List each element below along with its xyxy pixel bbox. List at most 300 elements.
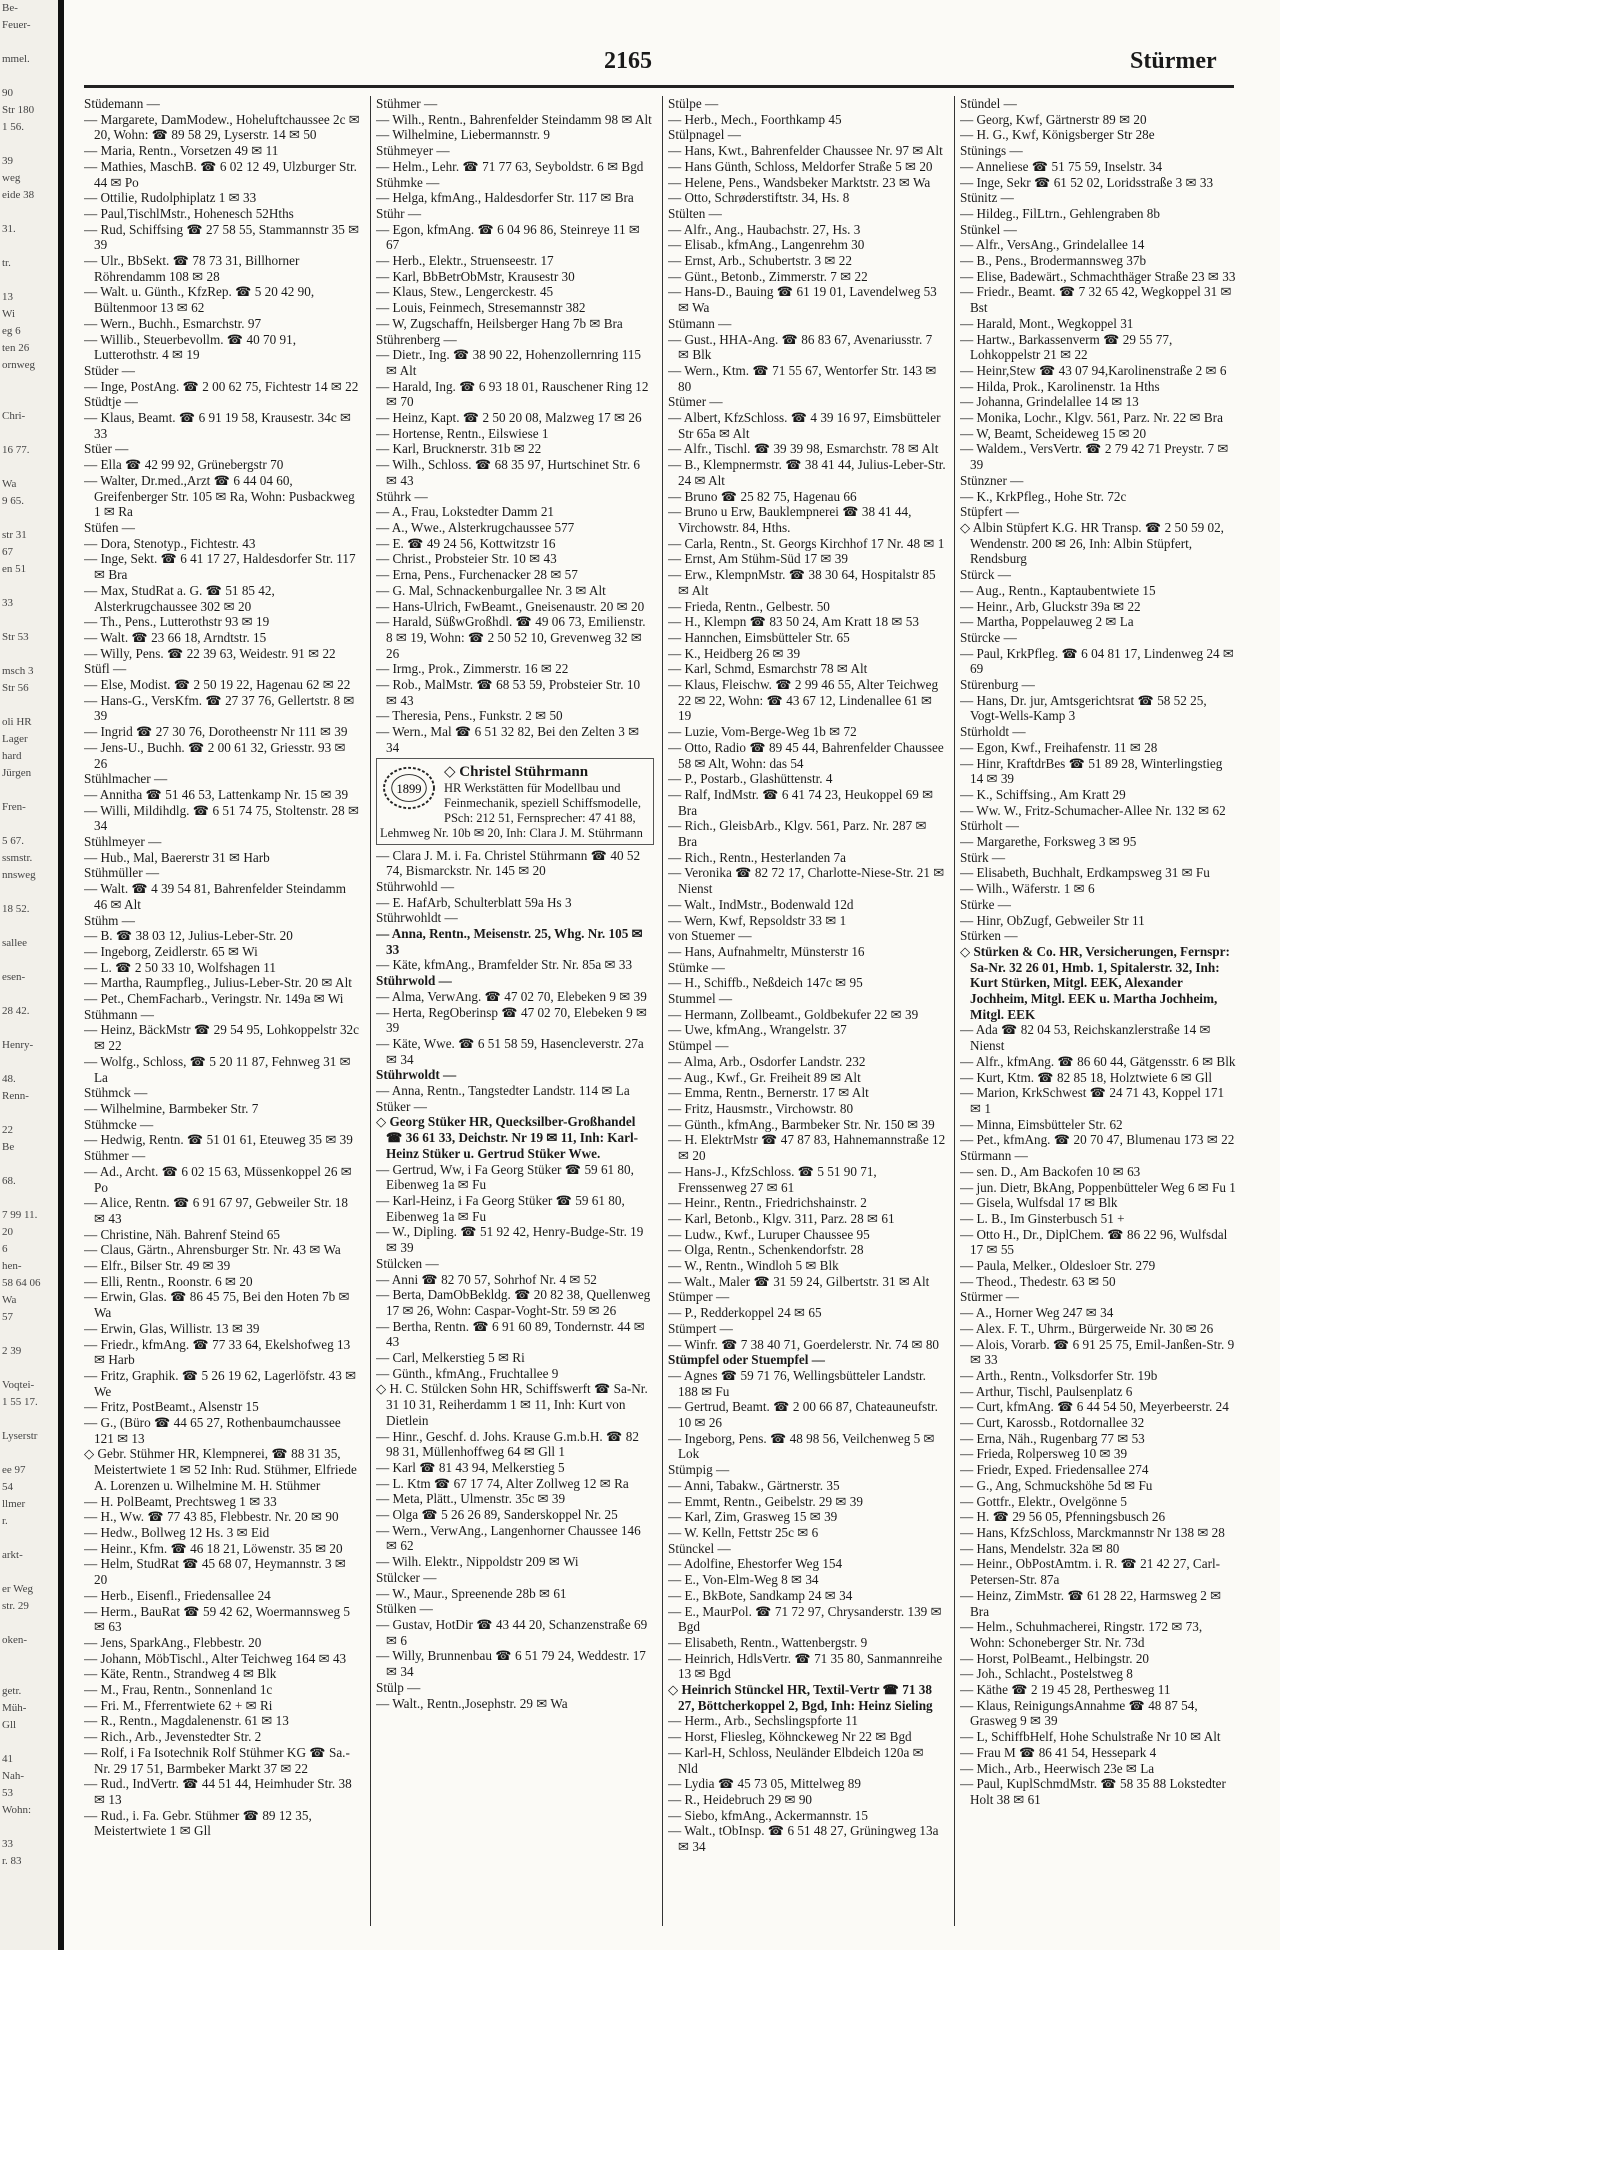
directory-entry: — Frieda, Rolpersweg 10 ✉ 39 <box>960 1446 1128 1462</box>
margin-fragment: Str 56 <box>2 682 29 694</box>
margin-fragment: er Weg <box>2 1583 33 1595</box>
margin-fragment <box>0 1564 58 1581</box>
directory-entry: — Frau M ☎ 86 41 54, Hessepark 4 <box>960 1744 1157 1760</box>
margin-fragment: Renn- <box>2 1090 29 1102</box>
wreath-emblem-icon <box>380 764 438 812</box>
directory-entry: — Waldem., VersVertr. ☎ 2 79 42 71 Preystr. 7 ✉ 39 <box>960 441 1229 473</box>
surname-heading: Stündel — <box>960 96 1017 111</box>
directory-entry: — Meta, Plätt., Ulmenstr. 35c ✉ 39 <box>376 1491 566 1507</box>
directory-entry: — Ingrid ☎ 27 30 76, Dorotheenstr Nr 111 ✉ 39 <box>84 724 348 740</box>
margin-fragment <box>0 1530 58 1547</box>
directory-entry: — Karl, BbBetrObMstr, Krausestr 30 <box>376 268 575 284</box>
directory-entry: — Dora, Stenotyp., Fichtestr. 43 <box>84 535 256 551</box>
margin-fragment: 33 <box>2 597 13 609</box>
directory-entry: — Bertha, Rentn. ☎ 6 91 60 89, Tondernstr. 44 ✉ 43 <box>376 1318 645 1350</box>
directory-entry: — Alfr., VersAng., Grindelallee 14 <box>960 237 1145 253</box>
margin-fragment <box>0 986 58 1003</box>
surname-heading: Stünckel — <box>668 1540 731 1556</box>
directory-entry: — Helga, kfmAng., Haldesdorfer Str. 117 ✉ Bra <box>376 190 634 206</box>
directory-entry: — Paul, KrkPfleg. ☎ 6 04 81 17, Lindenweg 24 ✉ 69 <box>960 645 1234 677</box>
directory-entry: — G., Ang, Schmuckshöhe 5d ✉ Fu <box>960 1477 1153 1493</box>
directory-entry: — Berta, DamObBekldg. ☎ 20 82 38, Quellenweg 17 ✉ 26, Wohn: Caspar-Voght-Str. 59 ✉ 26 <box>376 1287 651 1318</box>
directory-entry: — Inge, Sekt. ☎ 6 41 17 27, Haldesdorfer Str. 117 ✉ Bra <box>84 551 356 583</box>
directory-entry: — E., MaurPol. ☎ 71 72 97, Chrysanderstr. 139 ✉ Bgd <box>668 1603 942 1635</box>
directory-entry: — Jens-U., Buchh. ☎ 2 00 61 32, Griesstr. 93 ✉ 26 <box>84 739 346 771</box>
directory-entry: — Elisabeth, Buchhalt, Erdkampsweg 31 ✉ Fu <box>960 865 1210 881</box>
directory-entry: — Ernst, Am Stühm-Süd 17 ✉ 39 <box>668 551 848 567</box>
margin-fragment: Wa <box>2 1294 17 1306</box>
directory-entry: — Monika, Lochr., Klgv. 561, Parz. Nr. 22 ✉ Bra <box>960 410 1223 426</box>
directory-entry: ◇ Gebr. Stühmer HR, Klempnerei, ☎ 88 31 35, Meistertwiete 1 ✉ 52 Inh: Rud. Stühmer, Elfriede A. Lorenzen u. Wilhelmine M. H. Stühmer <box>84 1446 357 1493</box>
directory-entry: — Hans, Mendelstr. 32a ✉ 80 <box>960 1540 1120 1556</box>
directory-entry: — H. ElektrMstr ☎ 47 87 83, Hahnemannstraße 12 ✉ 20 <box>668 1132 946 1164</box>
directory-entry: — Horst, PolBeamt., Helbingstr. 20 <box>960 1650 1150 1666</box>
directory-entry: — E., Von-Elm-Weg 8 ✉ 34 <box>668 1572 819 1588</box>
directory-entry: — Theod., Thedestr. 63 ✉ 50 <box>960 1273 1116 1289</box>
margin-fragment: 48. <box>2 1073 16 1085</box>
directory-entry: — Annitha ☎ 51 46 53, Lattenkamp Nr. 15 ✉ 39 <box>84 786 349 802</box>
directory-entry: — Paul, KuplSchmdMstr. ☎ 58 35 88 Lokstedter Holt 38 ✉ 61 <box>960 1776 1226 1807</box>
margin-fragment: 67 <box>2 546 13 558</box>
directory-entry: — W., Maur., Spreenende 28b ✉ 61 <box>376 1585 567 1601</box>
directory-entry: — Rolf, i Fa Isotechnik Rolf Stühmer KG ☎ Sa.-Nr. 29 17 51, Barmbeker Markt 37 ✉ 22 <box>84 1744 350 1776</box>
margin-fragment <box>0 136 58 153</box>
directory-entry: — Kurt, Ktm. ☎ 82 85 18, Holztwiete 6 ✉ Gll <box>960 1069 1213 1085</box>
surname-heading: Stülp — <box>376 1679 421 1695</box>
surname-heading: Stürmer — <box>960 1289 1019 1305</box>
margin-fragment <box>0 1615 58 1632</box>
surname-heading: Stühlmacher — <box>84 771 168 787</box>
directory-entry: — Hans, Dr. jur, Amtsgerichtsrat ☎ 58 52 25, Vogt-Wells-Kamp 3 <box>960 692 1207 724</box>
directory-entry: — Walt., tObInsp. ☎ 6 51 48 27, Grüningweg 13a ✉ 34 <box>668 1823 939 1855</box>
directory-entry: — Louis, Feinmech, Stresemannstr 382 <box>376 300 586 316</box>
surname-heading: Stühmüller — <box>84 865 160 881</box>
directory-entry: — Günt., Betonb., Zimmerstr. 7 ✉ 22 <box>668 268 868 284</box>
directory-entry: ◇ H. C. Stülcken Sohn HR, Schiffswerft ☎ Sa-Nr. 31 10 31, Reiherdamm 1 ✉ 11, Inh: Kurt von Dietlein <box>376 1381 648 1428</box>
directory-entry: — Curt, Karossb., Rotdornallee 32 <box>960 1415 1145 1431</box>
margin-fragment: sallee <box>2 937 28 949</box>
scan-background <box>1280 0 1600 1950</box>
surname-heading: Stürken — <box>960 928 1018 944</box>
surname-heading: Stühmeyer — <box>376 143 450 159</box>
margin-fragment: 90 <box>2 87 13 99</box>
directory-entry: — W, Beamt, Scheideweg 15 ✉ 20 <box>960 425 1147 441</box>
column-divider <box>370 96 371 1926</box>
directory-entry: — Aug., Kwf., Gr. Freiheit 89 ✉ Alt <box>668 1069 861 1085</box>
margin-fragment: Str 53 <box>2 631 29 643</box>
margin-fragment <box>0 374 58 391</box>
directory-entry: — Wilhelmine, Liebermannstr. 9 <box>376 127 550 143</box>
margin-fragment <box>0 1360 58 1377</box>
directory-entry: — Elfr., Bilser Str. 49 ✉ 39 <box>84 1258 231 1274</box>
directory-entry: — Günth., kfmAng., Fruchtallee 9 <box>376 1365 559 1381</box>
margin-fragment: msch 3 <box>2 665 34 677</box>
directory-entry: — L, SchiffbHelf, Hohe Schulstraße Nr 10 ✉ Alt <box>960 1729 1221 1745</box>
margin-fragment: Henry- <box>2 1039 34 1051</box>
margin-fragment <box>0 952 58 969</box>
directory-entry: — Ludw., Kwf., Luruper Chaussee 95 <box>668 1226 870 1242</box>
margin-fragment: 2 39 <box>2 1345 22 1357</box>
directory-entry: — Hildeg., FilLtrn., Gehlengraben 8b <box>960 205 1160 221</box>
margin-fragment <box>0 612 58 629</box>
directory-entry: — Hinr, ObZugf, Gebweiler Str 11 <box>960 912 1145 928</box>
directory-entry: — Inge, PostAng. ☎ 2 00 62 75, Fichtestr 14 ✉ 22 <box>84 378 359 394</box>
directory-entry: — W. Kelln, Fettstr 25c ✉ 6 <box>668 1524 819 1540</box>
surname-heading: Stühmcke — <box>84 1116 154 1132</box>
margin-fragment: 6 <box>2 1243 8 1255</box>
margin-fragment: 5 67. <box>2 835 24 847</box>
margin-fragment <box>0 1156 58 1173</box>
surname-heading: Stührenberg — <box>376 331 457 347</box>
margin-fragment <box>0 238 58 255</box>
margin-fragment: Feuer- <box>2 19 31 31</box>
directory-entry: — Walt., Rentn.,Josephstr. 29 ✉ Wa <box>376 1695 568 1711</box>
margin-fragment: Müh- <box>2 1702 27 1714</box>
margin-fragment: Chri- <box>2 410 26 422</box>
margin-fragment: esen- <box>2 971 26 983</box>
surname-heading: Stümke — <box>668 959 725 975</box>
margin-fragment <box>0 1819 58 1836</box>
margin-fragment: 57 <box>2 1311 13 1323</box>
surname-heading: Stürck — <box>960 567 1011 583</box>
margin-fragment: 31. <box>2 223 16 235</box>
directory-entry: — Otto, Radio ☎ 89 45 44, Bahrenfelder Chaussee 58 ✉ Alt, Wohn: das 54 <box>668 739 944 771</box>
directory-entry: — Winfr. ☎ 7 38 40 71, Goerdelerstr. Nr. 74 ✉ 80 <box>668 1336 940 1352</box>
surname-heading: Stüfen — <box>84 519 135 535</box>
directory-entry: — Hub., Mal, Baererstr 31 ✉ Harb <box>84 849 270 865</box>
directory-entry: — Elli, Rentn., Roonstr. 6 ✉ 20 <box>84 1273 253 1289</box>
margin-fragment <box>0 1649 58 1666</box>
directory-entry: — H., Ww. ☎ 77 43 85, Flebbestr. Nr. 20 ✉ 90 <box>84 1509 339 1525</box>
margin-fragment: Lyserstr <box>2 1430 38 1442</box>
running-head: Stürmer <box>1130 48 1217 74</box>
directory-entry: — Friedr., kfmAng. ☎ 77 33 64, Ekelshofweg 13 ✉ Harb <box>84 1336 351 1368</box>
directory-entry: — Otto, Schrøderstiftstr. 34, Hs. 8 <box>668 190 850 206</box>
surname-heading: Stümpel — <box>668 1038 729 1054</box>
margin-fragment <box>0 1190 58 1207</box>
directory-entry: — Aug., Rentn., Kaptaubentwiete 15 <box>960 582 1156 598</box>
directory-entry: — Friedr, Exped. Friedensallee 274 <box>960 1462 1149 1478</box>
surname-heading: Stülken — <box>376 1601 433 1617</box>
directory-entry: — Clara J. M. i. Fa. Christel Stührmann ☎ 40 52 74, Bismarckstr. Nr. 145 ✉ 20 <box>376 847 641 879</box>
directory-entry: — Wolfg., Schloss, ☎ 5 20 11 87, Fehnweg 31 ✉ La <box>84 1053 351 1085</box>
directory-entry: — A., Frau, Lokstedter Damm 21 <box>376 504 555 520</box>
directory-entry: — B. ☎ 38 03 12, Julius-Leber-Str. 20 <box>84 928 293 944</box>
surname-heading: Stührwold — <box>376 973 452 989</box>
surname-heading: Stühmer — <box>376 96 438 111</box>
directory-entry: — Helene, Pens., Wandsbeker Marktstr. 23 ✉ Wa <box>668 174 931 190</box>
directory-entry: — Christ., Probsteier Str. 10 ✉ 43 <box>376 551 557 567</box>
surname-heading: Stürke — <box>960 896 1011 912</box>
directory-entry: — Fritz, Graphik. ☎ 5 26 19 62, Lagerlöfstr. 43 ✉ We <box>84 1367 357 1399</box>
directory-entry: — Th., Pens., Lutterothstr 93 ✉ 19 <box>84 614 270 630</box>
margin-fragment <box>0 1020 58 1037</box>
margin-fragment <box>0 697 58 714</box>
directory-entry: — Karl, Zim, Grasweg 15 ✉ 39 <box>668 1509 838 1525</box>
directory-entry: — Hans, Aufnahmeltr, Münsterstr 16 <box>668 943 865 959</box>
margin-fragment <box>0 425 58 442</box>
margin-fragment <box>0 1105 58 1122</box>
directory-entry: — K., KrkPfleg., Hohe Str. 72c <box>960 488 1127 504</box>
directory-entry: — L. ☎ 2 50 33 10, Wolfshagen 11 <box>84 959 276 975</box>
margin-fragment: ten 26 <box>2 342 30 354</box>
directory-entry: ◇ Georg Stüker HR, Quecksilber-Großhandel ☎ 36 61 33, Deichstr. Nr 19 ✉ 11, Inh: Karl-Heinz Stüker u. Gertrud Stüker Wwe. <box>376 1114 639 1161</box>
directory-entry: — Egon, kfmAng. ☎ 6 04 96 86, Steinreye 11 ✉ 67 <box>376 221 640 253</box>
margin-fragment: eg 6 <box>2 325 21 337</box>
directory-entry: — Marion, KrkSchwest ☎ 24 71 43, Koppel 171 ✉ 1 <box>960 1085 1225 1116</box>
surname-heading: Stüdemann — <box>84 96 160 111</box>
directory-entry: — Heinr., Kfm. ☎ 46 18 21, Löwenstr. 35 ✉ 20 <box>84 1540 343 1556</box>
directory-entry: — Alma, Arb., Osdorfer Landstr. 232 <box>668 1053 866 1069</box>
directory-entry: — Wilhelmine, Barmbeker Str. 7 <box>84 1101 259 1116</box>
directory-entry: — Wilh., Rentn., Bahrenfelder Steindamm 98 ✉ Alt <box>376 111 652 127</box>
margin-fragment: r. 83 <box>2 1855 22 1867</box>
directory-entry: — Claus, Gärtn., Ahrensburger Str. Nr. 43 ✉ Wa <box>84 1242 341 1258</box>
margin-fragment: ornweg <box>2 359 35 371</box>
margin-fragment: 18 52. <box>2 903 30 915</box>
surname-heading: Stührwohldt — <box>376 910 458 926</box>
column-3 <box>668 96 946 1926</box>
margin-fragment <box>0 578 58 595</box>
directory-entry: — Anna, Rentn., Meisenstr. 25, Whg. Nr. 105 ✉ 33 <box>376 926 643 957</box>
directory-entry: — Otto H., Dr., DiplChem. ☎ 86 22 96, Wulfsdal 17 ✉ 55 <box>960 1226 1228 1258</box>
directory-entry: — jun. Dietr, BkAng, Poppenbütteler Weg 6 ✉ Fu 1 <box>960 1179 1236 1195</box>
directory-entry: — Erna, Pens., Furchenacker 28 ✉ 57 <box>376 567 578 583</box>
surname-heading: Stümann — <box>668 315 732 331</box>
directory-entry: — Gust., HHA-Ang. ☎ 86 83 67, Avenariusstr. 7 ✉ Blk <box>668 331 933 363</box>
directory-entry: — Rich., GleisbArb., Klgv. 561, Parz. Nr. 287 ✉ Bra <box>668 818 927 850</box>
directory-entry: — B., Pens., Brodermannsweg 37b <box>960 253 1147 269</box>
directory-entry: — Adolfine, Ehestorfer Weg 154 <box>668 1556 843 1572</box>
directory-entry: — Ernst, Arb., Schubertstr. 3 ✉ 22 <box>668 253 852 269</box>
directory-entry: — Hans-G., VersKfm. ☎ 27 37 76, Gellertstr. 8 ✉ 39 <box>84 692 355 724</box>
directory-entry: — Dietr., Ing. ☎ 38 90 22, Hohenzollernring 115 ✉ Alt <box>376 347 641 378</box>
directory-entry: — H., Klempn ☎ 83 50 24, Am Kratt 18 ✉ 53 <box>668 614 919 630</box>
surname-heading: Stülten — <box>668 205 722 221</box>
surname-heading: Stümer — <box>668 394 723 410</box>
margin-fragment: Voqtei- <box>2 1379 35 1391</box>
directory-entry: — Paula, Melker., Oldesloer Str. 279 <box>960 1258 1156 1274</box>
directory-entry: — Irmg., Prok., Zimmerstr. 16 ✉ 22 <box>376 661 569 677</box>
firm-name: ◇ Christel Stührmann <box>444 763 589 780</box>
directory-entry: — Gertrud, Ww, i Fa Georg Stüker ☎ 59 61 80, Eibenweg 1a ✉ Fu <box>376 1161 634 1193</box>
directory-entry: — Hans Günth, Schloss, Meldorfer Straße 5 ✉ 20 <box>668 158 933 174</box>
directory-entry: — Anni ☎ 82 70 57, Sohrhof Nr. 4 ✉ 52 <box>376 1271 597 1287</box>
directory-entry: — Käthe ☎ 2 19 45 28, Perthesweg 11 <box>960 1682 1171 1698</box>
directory-entry: — Uwe, kfmAng., Wrangelstr. 37 <box>668 1022 847 1038</box>
directory-entry: — Walt. u. Günth., KfzRep. ☎ 5 20 42 90, Bültenmoor 13 ✉ 62 <box>84 284 315 316</box>
directory-entry: — Erwin, Glas, Willistr. 13 ✉ 39 <box>84 1320 260 1336</box>
directory-entry: — Ulr., BbSekt. ☎ 78 73 31, Billhorner Röhrendamm 108 ✉ 28 <box>84 253 300 284</box>
directory-entry: — Herb., Eisenfl., Friedensallee 24 <box>84 1587 271 1603</box>
directory-entry: — Siebo, kfmAng., Ackermannstr. 15 <box>668 1807 868 1823</box>
directory-entry: — Hans-D., Bauing ☎ 61 19 01, Lavendelweg 53 ✉ Wa <box>668 284 937 316</box>
margin-fragment: 9 65. <box>2 495 24 507</box>
margin-fragment: 20 <box>2 1226 13 1238</box>
directory-entry: — Walt. ☎ 4 39 54 81, Bahrenfelder Steindamm 46 ✉ Alt <box>84 881 346 912</box>
directory-entry: — Hedw., Bollweg 12 Hs. 3 ✉ Eid <box>84 1524 270 1540</box>
surname-heading: Stührwoldt — <box>376 1067 457 1083</box>
surname-heading: Stürmann — <box>960 1148 1028 1164</box>
margin-fragment: 54 <box>2 1481 13 1493</box>
directory-entry: — Karl ☎ 81 43 94, Melkerstieg 5 <box>376 1459 565 1475</box>
directory-entry: — Karl-Heinz, i Fa Georg Stüker ☎ 59 61 80, Eibenweg 1a ✉ Fu <box>376 1193 625 1224</box>
directory-entry: — Joh., Schlacht., Postelstweg 8 <box>960 1666 1133 1682</box>
surname-heading: Stühm — <box>84 912 135 928</box>
directory-entry: — Alois, Vorarb. ☎ 6 91 25 75, Emil-Janßen-Str. 9 ✉ 33 <box>960 1336 1235 1368</box>
surname-heading: Stüdtje — <box>84 394 138 410</box>
directory-entry: — Johanna, Grindelallee 14 ✉ 13 <box>960 394 1139 410</box>
directory-entry: — Ada ☎ 82 04 53, Reichskanzlerstraße 14 ✉ Nienst <box>960 1022 1211 1054</box>
margin-fragment: oli HR <box>2 716 32 728</box>
margin-fragment: eide 38 <box>2 189 35 201</box>
directory-entry: — Arthur, Tischl, Paulsenplatz 6 <box>960 1383 1133 1399</box>
directory-entry: — A., Horner Weg 247 ✉ 34 <box>960 1305 1114 1321</box>
directory-entry: — K., Heidberg 26 ✉ 39 <box>668 645 801 661</box>
directory-entry: — Herm., Arb., Sechslingspforte 11 <box>668 1713 858 1729</box>
margin-fragment: 33 <box>2 1838 13 1850</box>
surname-heading: Stühmann — <box>84 1006 154 1022</box>
directory-entry: — Rud., IndVertr. ☎ 44 51 44, Heimhuder Str. 38 ✉ 13 <box>84 1776 352 1807</box>
margin-fragment: llmer <box>2 1498 26 1510</box>
margin-fragment <box>0 459 58 476</box>
directory-entry: — Minna, Eimsbütteler Str. 62 <box>960 1116 1123 1132</box>
firm-description: HR Werkstätten für Modellbau und Feinmechanik, speziell Schiffsmodelle, PSch: 212 51, Fernsprecher: 47 41 88, Lehmweg Nr. 10b ✉ 20, Inh: Clara J. M. Stührmann <box>380 780 643 840</box>
surname-heading: Stummel — <box>668 991 733 1007</box>
margin-fragment <box>0 1666 58 1683</box>
directory-entry: — Anni, Tabakw., Gärtnerstr. 35 <box>668 1477 840 1493</box>
directory-entry: — Heinz, BäckMstr ☎ 29 54 95, Lohkoppelstr 32c ✉ 22 <box>84 1022 360 1054</box>
directory-entry: — Heinz, ZimMstr. ☎ 61 28 22, Harmsweg 2 ✉ Bra <box>960 1587 1222 1619</box>
directory-entry: — Wern., Buchh., Esmarchstr. 97 <box>84 315 262 331</box>
directory-entry: — Georg, Kwf, Gärtnerstr 89 ✉ 20 <box>960 111 1147 127</box>
directory-entry: — Ad., Archt. ☎ 6 02 15 63, Müssenkoppel 26 ✉ Po <box>84 1163 352 1195</box>
margin-fragment: ssmstr. <box>2 852 33 864</box>
margin-fragment: 16 77. <box>2 444 30 456</box>
directory-entry: — Wern., Mal ☎ 6 51 32 82, Bei den Zelten 3 ✉ 34 <box>376 724 640 755</box>
margin-fragment: en 51 <box>2 563 27 575</box>
directory-entry: — L. Ktm ☎ 67 17 74, Alter Zollweg 12 ✉ Ra <box>376 1475 629 1491</box>
surname-heading: Stürenburg — <box>960 677 1035 693</box>
directory-entry: — Frieda, Rentn., Gelbestr. 50 <box>668 598 830 614</box>
directory-entry: — Elisabeth, Rentn., Wattenbergstr. 9 <box>668 1634 868 1650</box>
directory-entry: — Carla, Rentn., St. Georgs Kirchhof 17 Nr. 48 ✉ 1 <box>668 535 945 551</box>
directory-entry: — K., Schiffsing., Am Kratt 29 <box>960 786 1126 802</box>
directory-entry: — Curt, kfmAng. ☎ 6 44 54 50, Meyerbeerstr. 24 <box>960 1399 1229 1415</box>
directory-entry: — Hans, KfzSchloss, Marckmannstr Nr 138 ✉ 28 <box>960 1524 1225 1540</box>
directory-entry: — Karl, Brucknerstr. 31b ✉ 22 <box>376 441 542 457</box>
directory-entry: — Wilh. Elektr., Nippoldstr 209 ✉ Wi <box>376 1554 579 1570</box>
margin-fragment: Be- <box>2 2 18 14</box>
directory-entry: — Walter, Dr.med.,Arzt ☎ 6 44 04 60, Greifenberger Str. 105 ✉ Ra, Wohn: Pusbackweg 1 ✉ Ra <box>84 472 355 520</box>
directory-entry: — Anneliese ☎ 51 75 59, Inselstr. 34 <box>960 158 1163 174</box>
directory-entry: — Veronika ☎ 82 72 17, Charlotte-Niese-Str. 21 ✉ Nienst <box>668 865 945 897</box>
directory-entry: — Fritz, PostBeamt., Alsenstr 15 <box>84 1399 259 1415</box>
directory-entry: — Helm., Schuhmacherei, Ringstr. 172 ✉ 73, Wohn: Schoneberger Str. Nr. 73d <box>960 1619 1203 1650</box>
directory-entry: — Fritz, Hausmstr., Virchowstr. 80 <box>668 1101 854 1116</box>
directory-entry: — Alfr., Tischl. ☎ 39 39 98, Esmarchstr. 78 ✉ Alt <box>668 441 939 457</box>
directory-entry: — Martha, Raumpfleg., Julius-Leber-Str. 20 ✉ Alt <box>84 975 352 991</box>
margin-fragment <box>0 272 58 289</box>
margin-fragment <box>0 510 58 527</box>
surname-heading: Stühmck — <box>84 1085 148 1101</box>
directory-entry: — Heinr,Stew ☎ 43 07 94,Karolinenstraße 2 ✉ 6 <box>960 362 1227 378</box>
directory-entry: — Helm, StudRat ☎ 45 68 07, Heymannstr. 3 ✉ 20 <box>84 1556 346 1588</box>
surname-heading: Stüpfert — <box>960 504 1019 520</box>
directory-entry: — Wern., VerwAng., Langenhorner Chaussee 146 ✉ 62 <box>376 1522 641 1554</box>
surname-heading: Stülpe — <box>668 96 719 111</box>
surname-heading: Stülcker — <box>376 1569 437 1585</box>
directory-entry: — Harald, SüßwGroßhdl. ☎ 49 06 73, Emilienstr. 8 ✉ 19, Wohn: ☎ 2 50 52 10, Grevenweg 32 ✉ 26 <box>376 614 646 661</box>
directory-entry: — Heinrich, HdlsVertr. ☎ 71 35 80, Sanmannreihe 13 ✉ Bgd <box>668 1650 943 1682</box>
directory-entry: — Johann, MöbTischl., Alter Teichweg 164 ✉ 43 <box>84 1650 347 1666</box>
surname-heading: Stümpfel oder Stuempfel — <box>668 1352 825 1368</box>
directory-entry: — Elisab., kfmAng., Langenrehm 30 <box>668 237 865 253</box>
directory-entry: — Walt. ☎ 23 66 18, Arndtstr. 15 <box>84 629 267 645</box>
directory-entry: — Klaus, ReinigungsAnnahme ☎ 48 87 54, Grasweg 9 ✉ 39 <box>960 1697 1198 1729</box>
margin-fragment: 53 <box>2 1787 13 1799</box>
directory-entry: — Pet., ChemFacharb., Veringstr. Nr. 149a ✉ Wi <box>84 991 344 1007</box>
directory-entry: — Hinr., Geschf. d. Johs. Krause G.m.b.H. ☎ 82 98 31, Müllenhoffweg 64 ✉ Gll 1 <box>376 1428 639 1460</box>
surname-heading: Stümpert — <box>668 1320 733 1336</box>
margin-fragment: Wa <box>2 478 17 490</box>
directory-columns <box>84 96 1236 1926</box>
directory-entry: — Wern, Kwf, Repsoldstr 33 ✉ 1 <box>668 912 847 928</box>
directory-entry: — Max, StudRat a. G. ☎ 51 85 42, Alsterkrugchaussee 302 ✉ 20 <box>84 582 275 614</box>
surname-heading: Stümpig — <box>668 1462 730 1478</box>
directory-entry: — Erwin, Glas. ☎ 86 45 75, Bei den Hoten 7b ✉ Wa <box>84 1289 350 1321</box>
directory-entry: — Harald, Ing. ☎ 6 93 18 01, Rauschener Ring 12 ✉ 70 <box>376 378 649 410</box>
directory-entry: — Albert, KfzSchloss. ☎ 4 39 16 97, Eimsbütteler Str 65a ✉ Alt <box>668 410 941 441</box>
directory-entry: — Walt., Maler ☎ 31 59 24, Gilbertstr. 31 ✉ Alt <box>668 1273 930 1289</box>
margin-fragment: 22 <box>2 1124 13 1136</box>
directory-entry: — Egon, Kwf., Freihafenstr. 11 ✉ 28 <box>960 739 1158 755</box>
directory-entry: — Emma, Rentn., Bernerstr. 17 ✉ Alt <box>668 1085 869 1101</box>
directory-entry: — Mathies, MaschB. ☎ 6 02 12 49, Ulzburger Str. 44 ✉ Po <box>84 158 357 190</box>
margin-fragment: 1 55 17. <box>2 1396 38 1408</box>
directory-entry: — E. ☎ 49 24 56, Kottwitzstr 16 <box>376 535 556 551</box>
directory-entry: — Ww. W., Fritz-Schumacher-Allee Nr. 132 ✉ 62 <box>960 802 1226 818</box>
margin-fragment <box>0 918 58 935</box>
emblem-year: 1899 <box>396 781 422 796</box>
surname-heading: Stülpnagel — <box>668 127 741 143</box>
directory-entry: ◇ Albin Stüpfert K.G. HR Transp. ☎ 2 50 59 02, Wendenstr. 200 ✉ 26, Inh: Albin Stüpfert, Rendsburg <box>960 519 1224 567</box>
directory-entry: — Käte, Wwe. ☎ 6 51 58 59, Hasencleverstr. 27a ✉ 34 <box>376 1035 644 1067</box>
directory-entry: — Helm., Lehr. ☎ 71 77 63, Seyboldstr. 6 ✉ Bgd <box>376 158 644 174</box>
margin-fragment: mmel. <box>2 53 30 65</box>
firm-advertisement <box>376 758 654 845</box>
surname-heading: Stünkel — <box>960 221 1017 237</box>
directory-entry: — H. PolBeamt, Prechtsweg 1 ✉ 33 <box>84 1493 277 1509</box>
directory-entry: — Inge, Sekr ☎ 61 52 02, Loridsstraße 3 ✉ 33 <box>960 174 1214 190</box>
directory-entry: — Paul,TischlMstr., Hohenesch 52Hths <box>84 205 294 221</box>
margin-fragment: Wi <box>2 308 15 320</box>
directory-entry: — Lydia ☎ 45 73 05, Mittelweg 89 <box>668 1776 861 1792</box>
directory-entry: — Klaus, Stew., Lengerckestr. 45 <box>376 284 554 300</box>
margin-fragment: 68. <box>2 1175 16 1187</box>
directory-entry: — Ingeborg, Pens. ☎ 48 98 56, Veilchenweg 5 ✉ Lok <box>668 1430 935 1462</box>
surname-heading: Stüder — <box>84 362 135 378</box>
directory-entry: — Mich., Arb., Heerwisch 23e ✉ La <box>960 1760 1155 1776</box>
directory-entry: ◇ Stürken & Co. HR, Versicherungen, Fernspr: Sa-Nr. 32 26 01, Hmb. 1, Spitalerstr. 32, Inh: Kurt Stürken, Mitgl. EEK, Alexander Jochheim, Mitgl. EEK u. Martha Jochheim, Mitgl. EEK <box>960 943 1230 1022</box>
margin-fragment: Be <box>2 1141 15 1153</box>
directory-entry: — Margarete, DamModew., Hoheluftchaussee 2c ✉ 20, Wohn: ☎ 89 58 29, Lyserstr. 14 ✉ 50 <box>84 111 360 143</box>
directory-entry: — Christine, Näh. Bahrenf Steind 65 <box>84 1226 280 1242</box>
directory-entry: — Hans-J., KfzSchloss. ☎ 5 51 90 71, Frenssenweg 27 ✉ 61 <box>668 1163 877 1195</box>
directory-entry: — Hermann, Zollbeamt., Goldbekufer 22 ✉ 39 <box>668 1006 919 1022</box>
margin-fragment <box>0 1734 58 1751</box>
margin-fragment <box>0 1054 58 1071</box>
